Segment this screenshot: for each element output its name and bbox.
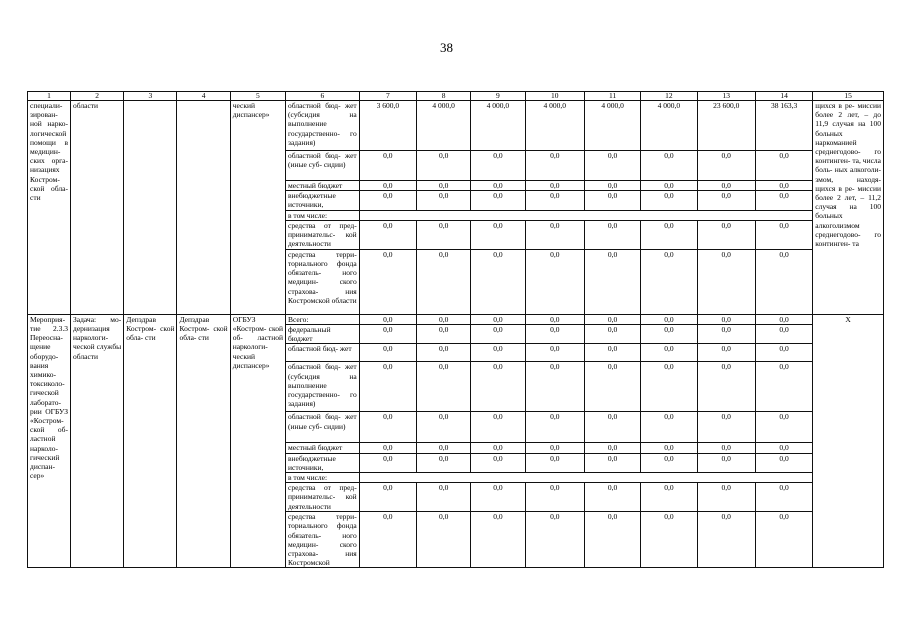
- value-cell: 0,0: [697, 483, 755, 512]
- funding-source-label: Всего:: [285, 314, 359, 324]
- value-cell: 0,0: [755, 191, 812, 210]
- value-cell: 0,0: [417, 191, 471, 210]
- value-cell: 0,0: [755, 362, 812, 412]
- funding-source-label: местный бюджет: [285, 181, 359, 191]
- value-cell: 0,0: [359, 249, 416, 314]
- value-cell: 0,0: [525, 344, 584, 362]
- funding-source-label: в том числе:: [285, 210, 359, 220]
- value-cell: 38 163,3: [755, 101, 812, 151]
- empty-cell: [359, 210, 813, 220]
- value-cell: 0,0: [359, 314, 416, 324]
- value-cell: 0,0: [584, 151, 640, 181]
- value-cell: 0,0: [417, 362, 471, 412]
- funding-source-label: областной бюд- жет (иные суб- сидии): [285, 151, 359, 181]
- funding-source-label: средства от пред- принимательс- кой деятельности: [285, 483, 359, 512]
- value-cell: 0,0: [359, 362, 416, 412]
- value-cell: 0,0: [697, 412, 755, 443]
- value-cell: 0,0: [584, 181, 640, 191]
- column-number-12: 12: [641, 92, 697, 101]
- column-number-10: 10: [525, 92, 584, 101]
- funding-source-label: федеральный бюджет: [285, 325, 359, 344]
- value-cell: 0,0: [755, 412, 812, 443]
- value-cell: 0,0: [697, 512, 755, 568]
- value-cell: 0,0: [697, 314, 755, 324]
- value-cell: 0,0: [641, 443, 697, 453]
- value-cell: 0,0: [584, 220, 640, 249]
- column-5-cell: ческий диспансер»: [230, 101, 285, 315]
- value-cell: 0,0: [359, 453, 416, 472]
- value-cell: 0,0: [697, 220, 755, 249]
- value-cell: 0,0: [584, 443, 640, 453]
- column-number-2: 2: [71, 92, 124, 101]
- result-indicator-cell: X: [813, 314, 884, 568]
- funding-source-label: в том числе:: [285, 473, 359, 483]
- column-4-cell: [177, 101, 230, 315]
- value-cell: 0,0: [471, 344, 525, 362]
- value-cell: 0,0: [584, 483, 640, 512]
- funding-source-label: средства терри- ториального фонда обязатель- ного медицин- ского страхова- ния Костромской области: [285, 249, 359, 314]
- value-cell: 0,0: [584, 412, 640, 443]
- value-cell: 0,0: [584, 314, 640, 324]
- value-cell: 0,0: [584, 453, 640, 472]
- value-cell: 0,0: [359, 443, 416, 453]
- value-cell: 0,0: [525, 220, 584, 249]
- value-cell: 0,0: [641, 151, 697, 181]
- value-cell: 4 000,0: [417, 101, 471, 151]
- value-cell: 0,0: [755, 443, 812, 453]
- funding-source-label: средства от пред- принимательс- кой деятельности: [285, 220, 359, 249]
- value-cell: 0,0: [755, 483, 812, 512]
- value-cell: 4 000,0: [584, 101, 640, 151]
- funding-source-label: местный бюджет: [285, 443, 359, 453]
- value-cell: 0,0: [755, 512, 812, 568]
- funding-source-label: внебюджетные источники,: [285, 453, 359, 472]
- column-number-11: 11: [584, 92, 640, 101]
- value-cell: 0,0: [471, 325, 525, 344]
- value-cell: 0,0: [525, 362, 584, 412]
- column-1-cell: Мероприя- тие 2.3.3 Переосна- щение оборудо- вания химико- токсиколо- гической лаборато- рии ОГБУЗ «Костром- ской об- ластной нарколо- гический диспан- сер»: [28, 314, 71, 568]
- value-cell: 0,0: [584, 249, 640, 314]
- column-2-cell: области: [71, 101, 124, 315]
- value-cell: 23 600,0: [697, 101, 755, 151]
- value-cell: 0,0: [641, 325, 697, 344]
- column-number-14: 14: [755, 92, 812, 101]
- column-number-13: 13: [697, 92, 755, 101]
- value-cell: 0,0: [471, 220, 525, 249]
- funding-source-label: областной бюд- жет: [285, 344, 359, 362]
- column-number-3: 3: [124, 92, 177, 101]
- funding-source-label: внебюджетные источники,: [285, 191, 359, 210]
- value-cell: 0,0: [417, 412, 471, 443]
- value-cell: 0,0: [525, 181, 584, 191]
- column-1-cell: специали- зирован- ной нарко- логической помощи в медицин- ских орга- низациях Костром- ской обла- сти: [28, 101, 71, 315]
- value-cell: 0,0: [755, 249, 812, 314]
- value-cell: 3 600,0: [359, 101, 416, 151]
- value-cell: 0,0: [584, 325, 640, 344]
- value-cell: 0,0: [755, 151, 812, 181]
- value-cell: 0,0: [525, 453, 584, 472]
- value-cell: 0,0: [359, 325, 416, 344]
- value-cell: 0,0: [697, 249, 755, 314]
- table-body: [28, 92, 884, 568]
- value-cell: 0,0: [641, 344, 697, 362]
- table-row: [28, 314, 884, 324]
- column-number-7: 7: [359, 92, 416, 101]
- value-cell: 0,0: [525, 443, 584, 453]
- value-cell: 0,0: [697, 443, 755, 453]
- column-number-5: 5: [230, 92, 285, 101]
- value-cell: 0,0: [697, 191, 755, 210]
- value-cell: 4 000,0: [641, 101, 697, 151]
- value-cell: 0,0: [641, 220, 697, 249]
- value-cell: 0,0: [471, 483, 525, 512]
- value-cell: 0,0: [755, 181, 812, 191]
- value-cell: 0,0: [584, 344, 640, 362]
- value-cell: 0,0: [471, 191, 525, 210]
- value-cell: 0,0: [755, 453, 812, 472]
- value-cell: 0,0: [525, 151, 584, 181]
- value-cell: 0,0: [584, 191, 640, 210]
- value-cell: 0,0: [755, 344, 812, 362]
- value-cell: 0,0: [417, 220, 471, 249]
- value-cell: 0,0: [417, 443, 471, 453]
- value-cell: 0,0: [417, 344, 471, 362]
- column-number-9: 9: [471, 92, 525, 101]
- column-5-cell: ОГБУЗ «Костром- ской об- ластной наркологи- ческий диспансер»: [230, 314, 285, 568]
- column-number-6: 6: [285, 92, 359, 101]
- value-cell: 0,0: [525, 325, 584, 344]
- value-cell: 0,0: [697, 362, 755, 412]
- value-cell: 0,0: [359, 344, 416, 362]
- column-number-4: 4: [177, 92, 230, 101]
- value-cell: 0,0: [641, 412, 697, 443]
- result-indicator-cell: щихся в ре- миссии более 2 лет, – до 11,9 случая на 100 больных наркоманией среднегодово- го континген- та, числа боль- ных алкоголи- змом, находя- щихся в ре- миссии более 2 лет, – 11,2 случая на 100 больных алкоголизмом среднегодово- го континген- та: [813, 101, 884, 315]
- value-cell: 0,0: [584, 362, 640, 412]
- column-number-8: 8: [417, 92, 471, 101]
- value-cell: 0,0: [641, 249, 697, 314]
- value-cell: 0,0: [417, 151, 471, 181]
- value-cell: 0,0: [417, 453, 471, 472]
- value-cell: 0,0: [417, 483, 471, 512]
- value-cell: 0,0: [641, 512, 697, 568]
- table-row: [28, 101, 884, 151]
- value-cell: 0,0: [641, 314, 697, 324]
- value-cell: 0,0: [525, 412, 584, 443]
- value-cell: 0,0: [471, 362, 525, 412]
- value-cell: 0,0: [471, 453, 525, 472]
- column-4-cell: Депздрав Костром- ской обла- сти: [177, 314, 230, 568]
- value-cell: 0,0: [359, 181, 416, 191]
- funding-source-label: областной бюд- жет (иные суб- сидии): [285, 412, 359, 443]
- program-table: [27, 91, 884, 568]
- value-cell: 0,0: [471, 412, 525, 443]
- funding-source-label: областной бюд- жет (субсидия на выполнение государственно- го задания): [285, 362, 359, 412]
- value-cell: 0,0: [417, 512, 471, 568]
- value-cell: 0,0: [641, 483, 697, 512]
- value-cell: 0,0: [359, 191, 416, 210]
- value-cell: 0,0: [359, 220, 416, 249]
- value-cell: 0,0: [641, 181, 697, 191]
- column-3-cell: Депздрав Костром- ской обла- сти: [124, 314, 177, 568]
- value-cell: 0,0: [359, 512, 416, 568]
- value-cell: 0,0: [755, 220, 812, 249]
- value-cell: 0,0: [641, 453, 697, 472]
- value-cell: 0,0: [417, 325, 471, 344]
- value-cell: 0,0: [697, 325, 755, 344]
- value-cell: 0,0: [359, 483, 416, 512]
- value-cell: 0,0: [697, 151, 755, 181]
- value-cell: 0,0: [525, 314, 584, 324]
- value-cell: 0,0: [697, 344, 755, 362]
- column-3-cell: [124, 101, 177, 315]
- value-cell: 0,0: [359, 151, 416, 181]
- value-cell: 0,0: [525, 512, 584, 568]
- column-number-1: 1: [28, 92, 71, 101]
- value-cell: 0,0: [417, 249, 471, 314]
- value-cell: 0,0: [641, 362, 697, 412]
- header-row: [28, 92, 884, 101]
- empty-cell: [359, 473, 813, 483]
- value-cell: 0,0: [417, 314, 471, 324]
- value-cell: 0,0: [525, 249, 584, 314]
- value-cell: 0,0: [697, 453, 755, 472]
- value-cell: 0,0: [471, 314, 525, 324]
- value-cell: 0,0: [525, 191, 584, 210]
- funding-source-label: областной бюд- жет (субсидия на выполнение государственно- го задания): [285, 101, 359, 151]
- value-cell: 0,0: [471, 249, 525, 314]
- funding-source-label: средства терри- ториального фонда обязатель- ного медицин- ского страхова- ния Костромской: [285, 512, 359, 568]
- value-cell: 0,0: [697, 181, 755, 191]
- value-cell: 0,0: [471, 181, 525, 191]
- value-cell: 0,0: [641, 191, 697, 210]
- value-cell: 0,0: [755, 314, 812, 324]
- value-cell: 0,0: [359, 412, 416, 443]
- value-cell: 0,0: [471, 512, 525, 568]
- value-cell: 0,0: [525, 483, 584, 512]
- value-cell: 0,0: [755, 325, 812, 344]
- value-cell: 0,0: [471, 443, 525, 453]
- value-cell: 0,0: [417, 181, 471, 191]
- column-number-15: 15: [813, 92, 884, 101]
- value-cell: 4 000,0: [471, 101, 525, 151]
- column-2-cell: Задача: мо- дернизация наркологи- ческой службы области: [71, 314, 124, 568]
- page-number: 38: [440, 40, 453, 55]
- value-cell: 0,0: [584, 512, 640, 568]
- value-cell: 4 000,0: [525, 101, 584, 151]
- value-cell: 0,0: [471, 151, 525, 181]
